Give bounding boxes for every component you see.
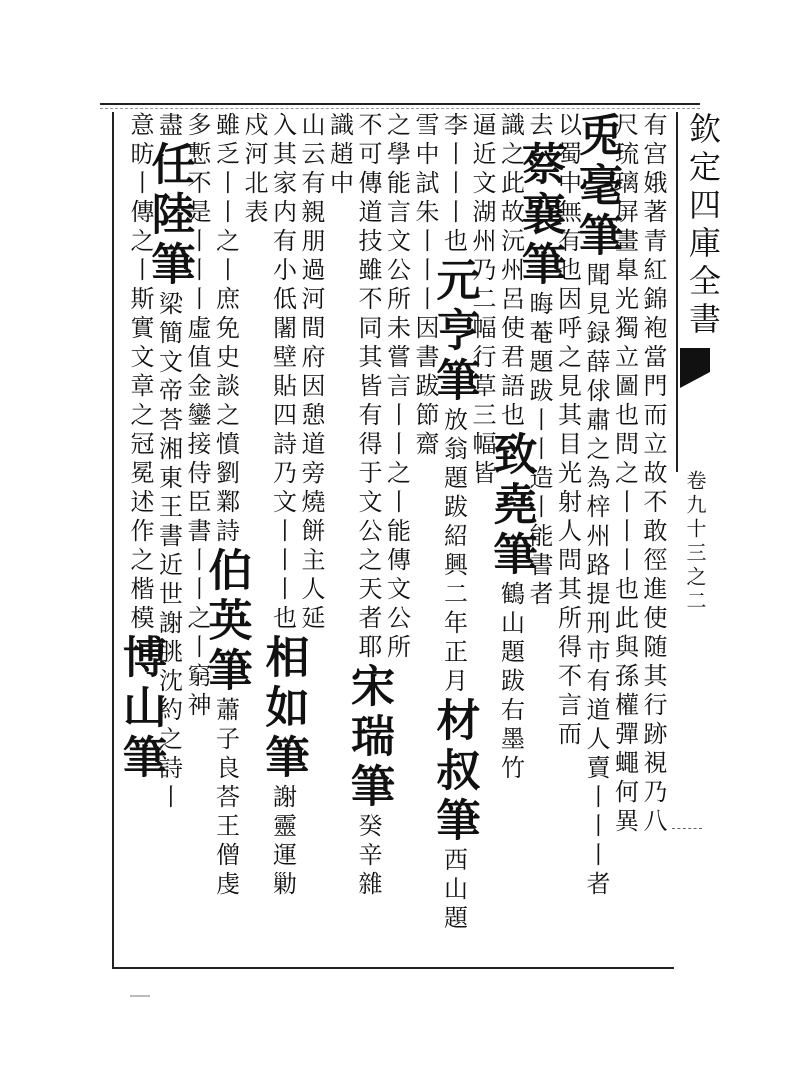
body-text: 放翁題跋紹興二年正月: [439, 407, 468, 697]
heading-entry: 材叔筆: [428, 697, 480, 847]
heading-entry: 兎毫筆: [571, 112, 622, 262]
collection-title: 欽定四庫全書: [676, 112, 724, 472]
body-text: 昉丨傳之丨斯實文章之冠冕述作之楷模: [126, 141, 154, 634]
body-text: 謝靈運勦: [268, 784, 297, 900]
margin-dotted-mark: [672, 828, 702, 829]
body-text: 癸辛雜: [354, 813, 382, 900]
heading-entry: 博山筆: [115, 634, 166, 784]
top-rule: [100, 103, 700, 105]
body-text: 識趙中: [325, 112, 354, 199]
body-text: 書丨丨之丨窮神: [183, 518, 211, 721]
body-text: 蕭子良荅王僧虔: [211, 697, 240, 900]
body-text: 雪中試朱丨丨丨因書: [411, 112, 439, 373]
top-dotted-rule: [100, 108, 700, 109]
body-text: 不可傳道技雖不同其皆有得于文公之天者耶: [354, 112, 382, 663]
heading-entry: 宋瑞筆: [343, 663, 394, 813]
volume-label: 卷九十三之二: [683, 470, 707, 614]
body-text: 戍河北表: [240, 112, 268, 228]
body-text: 李丨丨丨也: [439, 112, 468, 257]
body-text: 意: [126, 112, 154, 141]
heading-entry: 蔡襄筆: [514, 141, 565, 291]
body-text: 雖乏丨丨之丨庶免史談之憤劉鄴詩: [211, 112, 240, 547]
heading-entry: 元亨筆: [428, 257, 480, 407]
body-text: 跋節齋: [411, 373, 439, 460]
body-text: 去: [525, 112, 553, 141]
body-text: 西山題: [439, 847, 468, 934]
body-text: 之學能言文公所未嘗言丨丨之丨能傳文公所: [382, 112, 411, 663]
body-text: 識之此故沅州呂使君語也: [496, 112, 525, 431]
body-text: 以蜀中無有也因呼之見其目光射人問其所得不言而: [553, 112, 582, 750]
body-text: 逼近文湖州乃: [468, 112, 496, 286]
body-text: 梁簡文帝荅湘東王書近世謝朓沈約之詩丨: [154, 291, 183, 813]
body-text: 二幅行草三幅皆: [468, 286, 496, 489]
body-text: 晦菴題跋丨丨造丨能書者: [525, 291, 553, 610]
heading-entry: 相如筆: [257, 634, 309, 784]
margin-smudge: [130, 995, 150, 997]
heading-entry: 致堯筆: [485, 431, 537, 581]
text-column: [115, 112, 166, 967]
body-text: 鶴山題跋右墨竹: [496, 581, 525, 784]
body-text: 聞見録薛俅肅之為梓州路提刑市有道人賣丨丨丨者: [582, 262, 610, 900]
body-text: 尺琉璃屏畫臯光獨立圖也問之丨丨丨也此與孫權彈蠅何異: [610, 112, 639, 837]
body-text: 山云有親朋過河間府因憩道旁燒餅主人延: [297, 112, 325, 634]
heading-entry: 任陸筆: [143, 141, 195, 291]
body-text: 有宫娥著青紅錦袍當門而立故不敢徑進使随其行跡視乃八: [639, 112, 667, 837]
body-text: 入其家内有小低闍壁貼四詩乃文丨丨丨也: [268, 112, 297, 634]
body-text: 盡: [154, 112, 183, 141]
heading-entry: 伯英筆: [200, 547, 252, 697]
body-text: 多慙不是丨丨丨虛值金鑾接侍臣: [183, 112, 211, 518]
